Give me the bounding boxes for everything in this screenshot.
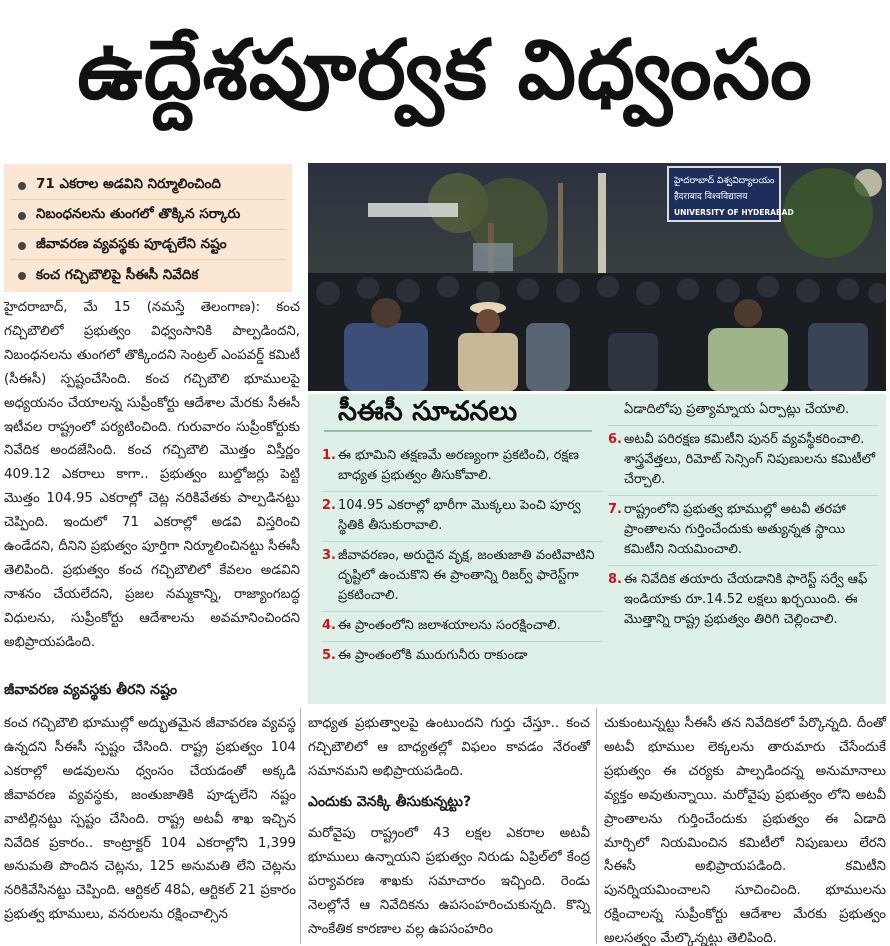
protest-photo-illustration <box>308 163 886 391</box>
recommendation-item: 3. జీవావరణం, అరుదైన వృక్ష, జంతుజాతి వంటివాటిని దృష్టిలో ఉంచుకొని ఈ ప్రాంతాన్ని రిజర్వ్ ఫారెస్ట్‌గా ప్రకటించాలి. <box>322 542 602 612</box>
recommendation-item: 2. 104.95 ఎకరాల్లో భారీగా మొక్కలు పెంచి పూర్వ స్థితికి తీసుకురావాలి. <box>322 492 602 542</box>
recommendations-list-right <box>608 398 878 635</box>
subheading-why-withdrawn: ఎందుకు వెనక్కి తీసుకున్నట్టు? <box>308 794 472 810</box>
sign-line-1: హైదరాబాద్ విశ్వవిద్యాలయం <box>674 176 775 186</box>
recommendation-item: 6. అటవీ పరిరక్షణ కమిటీని పునర్ వ్యవస్థీకరించాలి. శాస్త్రవేత్తలు, రిమోట్ సెన్సింగ్ నిపుణులను కమిటీలో చేర్చాలి. <box>608 426 878 496</box>
recommendation-continuation: ఏడాదిలోపు ప్రత్యామ్నాయ ఏర్పాట్లు చేయాలి. <box>608 398 878 426</box>
highlight-item: కంచ గచ్చిబౌలిపై సీఈసీ నివేదిక <box>10 262 286 290</box>
highlight-item: 71 ఎకరాల అడవిని నిర్మూలించింది <box>10 172 286 200</box>
recommendation-item: 1. ఈ భూమిని తక్షణమే అరణ్యంగా ప్రకటించి, రక్షణ బాధ్యత ప్రభుత్వం తీసుకోవాలి. <box>322 442 602 492</box>
body-column-3: చుకుంటున్నట్టు సీఈసీ తన నివేదికలో పేర్కొన్నది. దీంతో అటవీ భూముల లెక్కలను తారుమారు చేసేందుకే ప్రభుత్వం ఈ చర్యకు పాల్పడిందన్న అనుమానాలు వ్యక్తం అవుతున్నాయి. మరోవైపు ప్రభుత్వం లోని అటవీ ప్రాంతాలను గుర్తించేందుకు ప్రభుత్వం ఈ ఏడాది మార్చిలో నియమించిన కమిటీలో నిపుణులు లేరని సీఈసీ అభిప్రాయపడింది. కమిటీని పునర్నియమించాలని సూచించింది. భూములను రక్షించాలన్న సుప్రీంకోర్టు ఆదేశాల మేరకు ప్రభుత్వం అలసత్వం మేల్కొన్నట్టు తెలిపింది. <box>604 716 886 946</box>
highlight-item: జీవావరణ వ్యవస్థకు పూడ్చలేని నష్టం <box>10 232 286 260</box>
recommendation-item: 4. ఈ ప్రాంతంలోని జలాశయాలను సంరక్షించాలి. <box>322 612 602 642</box>
recommendation-item: 5. ఈ ప్రాంతంలోకి మురుగునీరు రాకుండా <box>322 648 528 663</box>
column-divider <box>596 708 597 944</box>
column-divider <box>300 708 301 944</box>
bullet-dot-icon <box>18 242 26 250</box>
recommendations-list-left <box>322 442 602 671</box>
bullet-dot-icon <box>18 212 26 220</box>
recommendation-item: 8. ఈ నివేదిక తయారు చేయడానికి ఫారెస్ట్ సర్వే ఆఫ్ ఇండియాకు రూ.14.52 లక్షలు ఖర్చయింది. ఈ మొత్తాన్ని రాష్ట్ర ప్రభుత్వం తిరిగి చెల్లించాలి. <box>608 572 868 627</box>
highlights-box <box>4 164 292 292</box>
headline: ఉద్దేశపూర్వక విధ్వంసం <box>77 22 813 118</box>
body-column-2-top: బాధ్యత ప్రభుత్వాలపై ఉంటుందని గుర్తు చేస్తూ.. కంచ గచ్చిబౌలిలో ఆ బాధ్యతల్లో విఫలం కావడం నేరంతో సమానమని అభిప్రాయపడింది. <box>308 716 590 779</box>
sign-line-2: हैदराबाद विश्वविद्यालय <box>674 192 748 202</box>
bullet-dot-icon <box>18 182 26 190</box>
bullet-dot-icon <box>18 272 26 280</box>
recommendations-title: సీఈసీ సూచనలు <box>338 396 518 427</box>
body-column-1: కంచ గచ్చిబౌలి భూముల్లో అద్భుతమైన జీవావరణ వ్యవస్థ ఉన్నదని సీఈసీ స్పష్టం చేసింది. రాష్ట్ర ప్రభుత్వం 104 ఎకరాల్లో అడవులను ధ్వంసం చేయడంతో అక్కడి జీవావరణ వ్యవస్థకు, జంతుజాతికి పూడ్చలేని నష్టం వాటిల్లినట్టు స్పష్టం చేసింది. రాష్ట్ర అటవీ శాఖ ఇచ్చిన నివేదిక ప్రకారం.. కాంట్రాక్టర్ 104 ఎకరాల్లోని 1,399 అనుమతి పొందిన చెట్లను, 125 అనుమతి లేని చెట్లను నరికివేసినట్టు చెప్పింది. ఆర్టికల్ 48ఏ, ఆర్టికల్ 21 ప్రకారం ప్రభుత్వ భూములు, వనరులను రక్షించాల్సిన <box>4 716 296 923</box>
recommendation-item: 7. రాష్ట్రంలోని ప్రభుత్వ భూముల్లో అటవీ తరహా ప్రాంతాలను గుర్తించేందుకు అత్యున్నత స్థాయి కమిటీని నియమించాలి. <box>608 496 878 566</box>
highlight-item: నిబంధనలను తుంగలో తొక్కిన సర్కారు <box>10 202 286 230</box>
subheading-ecosystem: జీవావరణ వ్యవస్థకు తీరని నష్టం <box>4 682 178 698</box>
body-column-2-bottom: మరోవైపు రాష్ట్రంలో 43 లక్షల ఎకరాల అటవీ భూములు ఉన్నాయని ప్రభుత్వం నిరుడు ఏప్రిల్‌లో కేంద్ర పర్యావరణ శాఖకు సమాచారం ఇచ్చింది. రెండు నెలల్లోనే ఆ నివేదికను ఉపసంహరించుకున్నది. కొన్ని సాంకేతిక కారణాల వల్ల ఉపసంహరిం <box>308 826 590 937</box>
lead-paragraph: హైదరాబాద్, మే 15 (నమస్తే తెలంగాణ): కంచ గచ్చిబౌలిలో ప్రభుత్వం విధ్వంసానికి పాల్పడిందని, నిబంధనలను తుంగలో తొక్కిందని సెంట్రల్ ఎంపవర్డ్ కమిటీ (సీఈసీ) స్పష్టంచేసింది. కంచ గచ్చిబౌలి భూములపై అధ్యయనం చేయాలన్న సుప్రీంకోర్టు ఆదేశాల మేరకు సీఈసీ ఇటీవల రాష్ట్రంలో పర్యటించింది. గురువారం సుప్రీంకోర్టుకు నివేదిక అందజేసింది. కంచ గచ్చిబౌలి మొత్తం విస్తీర్ణం 409.12 ఎకరాలు కాగా.. ప్రభుత్వం బుల్డోజర్లు పెట్టి మొత్తం 104.95 ఎకరాల్లో చెట్ల నరికివేతకు పాల్పడినట్టు చెప్పింది. ఇందులో 71 ఎకరాల్లో అడవి విస్తరించి ఉండేదని, దీనిని ప్రభుత్వం పూర్తిగా నిర్మూలించినట్టు సీఈసీ తెలిపింది. ప్రభుత్వం కంచ గచ్చిబౌలిలో కేవలం అడవిని నాశనం చేయలేదని, ప్రజల నమ్మకాన్ని, రాజ్యాంగబద్ధ విధులను, సుప్రీంకోర్టు ఆదేశాలను అవమానించిందని అభిప్రాయపడింది. <box>4 300 300 650</box>
sign-line-3: UNIVERSITY OF HYDERABAD <box>674 208 794 217</box>
recommendations-box <box>308 394 886 704</box>
news-photo <box>308 163 886 391</box>
title-underline <box>324 430 592 432</box>
